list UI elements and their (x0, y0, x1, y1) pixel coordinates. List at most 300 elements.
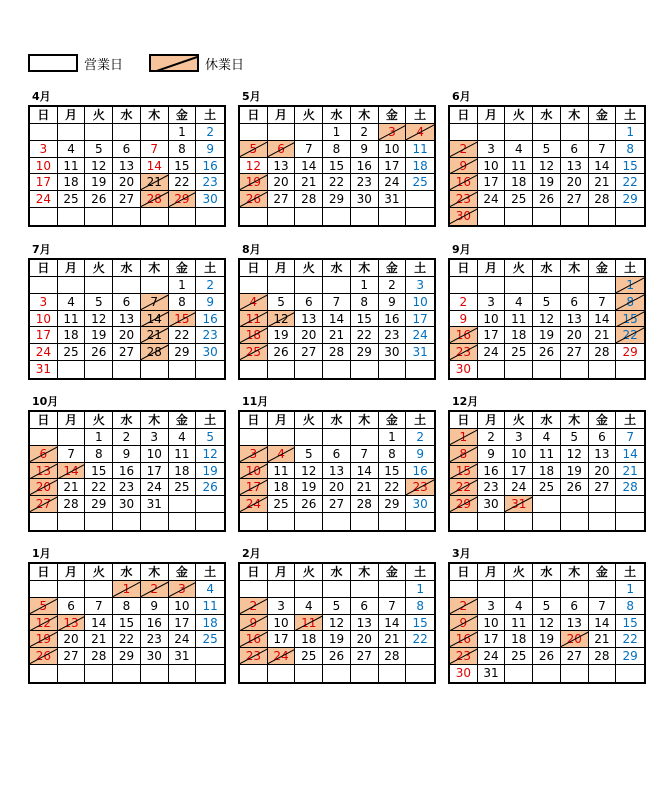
day-cell: 28 (141, 191, 169, 208)
day-cell: 20 (561, 631, 589, 648)
empty-cell (505, 208, 533, 225)
day-cell: 23 (406, 479, 434, 496)
day-cell: 1 (323, 124, 351, 141)
day-cell: 21 (295, 174, 323, 191)
empty-cell (561, 513, 589, 530)
weekday-header: 月 (478, 412, 506, 429)
weekday-header: 金 (379, 564, 407, 581)
day-cell: 5 (295, 446, 323, 463)
empty-cell (85, 665, 113, 682)
day-cell: 28 (295, 191, 323, 208)
day-cell: 1 (616, 124, 644, 141)
month-grid (238, 258, 436, 380)
day-cell: 30 (450, 208, 478, 225)
empty-cell (113, 124, 141, 141)
month-title: 2月 (242, 547, 261, 560)
empty-cell (58, 361, 86, 378)
day-cell: 2 (379, 277, 407, 294)
day-cell: 31 (141, 496, 169, 513)
day-cell: 29 (169, 191, 197, 208)
empty-cell (616, 665, 644, 682)
day-cell: 22 (379, 479, 407, 496)
day-cell: 5 (533, 294, 561, 311)
day-cell: 1 (169, 124, 197, 141)
empty-cell (505, 277, 533, 294)
empty-cell (113, 277, 141, 294)
weekday-header: 月 (268, 260, 296, 277)
day-cell: 4 (406, 124, 434, 141)
weekday-header: 土 (196, 412, 224, 429)
weekday-header: 木 (351, 564, 379, 581)
day-cell: 27 (561, 191, 589, 208)
empty-cell (58, 208, 86, 225)
day-cell: 16 (379, 311, 407, 328)
empty-cell (351, 429, 379, 446)
day-cell: 6 (589, 429, 617, 446)
month-grid (28, 410, 226, 532)
day-cell: 26 (533, 344, 561, 361)
day-cell: 27 (323, 496, 351, 513)
day-cell: 3 (505, 429, 533, 446)
weekday-header: 月 (478, 564, 506, 581)
empty-cell (295, 124, 323, 141)
day-cell: 27 (351, 648, 379, 665)
weekday-header: 木 (351, 412, 379, 429)
month-title: 10月 (32, 395, 59, 408)
day-cell: 28 (85, 648, 113, 665)
legend-workday-label: 営業日 (84, 57, 124, 73)
month-grid (448, 258, 646, 380)
empty-cell (406, 648, 434, 665)
empty-cell (295, 581, 323, 598)
day-cell: 2 (351, 124, 379, 141)
day-cell: 16 (478, 463, 506, 480)
day-cell: 28 (141, 344, 169, 361)
day-cell: 7 (616, 429, 644, 446)
weekday-header: 金 (589, 412, 617, 429)
empty-cell (58, 513, 86, 530)
weekday-header: 金 (169, 412, 197, 429)
empty-cell (379, 208, 407, 225)
month-grid (28, 105, 226, 227)
empty-cell (589, 208, 617, 225)
day-cell: 29 (379, 496, 407, 513)
day-cell: 11 (240, 311, 268, 328)
empty-cell (113, 665, 141, 682)
day-cell: 7 (85, 598, 113, 615)
day-cell: 22 (616, 327, 644, 344)
empty-cell (561, 361, 589, 378)
day-cell: 29 (323, 191, 351, 208)
day-cell: 31 (169, 648, 197, 665)
day-cell: 12 (268, 311, 296, 328)
day-cell: 1 (616, 277, 644, 294)
weekday-header: 木 (141, 564, 169, 581)
day-cell: 19 (196, 463, 224, 480)
weekday-header: 土 (196, 260, 224, 277)
day-cell: 1 (379, 429, 407, 446)
day-cell: 26 (85, 191, 113, 208)
weekday-header: 日 (30, 107, 58, 124)
day-cell: 15 (616, 615, 644, 632)
day-cell: 10 (505, 446, 533, 463)
day-cell: 16 (406, 463, 434, 480)
weekday-header: 水 (113, 260, 141, 277)
day-cell: 6 (295, 294, 323, 311)
day-cell: 22 (85, 479, 113, 496)
empty-cell (533, 581, 561, 598)
day-cell: 3 (240, 446, 268, 463)
empty-cell (295, 208, 323, 225)
weekday-header: 土 (196, 107, 224, 124)
empty-cell (30, 124, 58, 141)
weekday-header: 日 (450, 412, 478, 429)
weekday-header: 水 (323, 412, 351, 429)
weekday-header: 金 (589, 260, 617, 277)
day-cell: 24 (141, 479, 169, 496)
day-cell: 23 (379, 327, 407, 344)
weekday-header: 土 (196, 564, 224, 581)
day-cell: 29 (450, 496, 478, 513)
month-grid (28, 258, 226, 380)
day-cell: 14 (141, 311, 169, 328)
day-cell: 16 (196, 158, 224, 175)
day-cell: 30 (379, 344, 407, 361)
weekday-header: 土 (406, 260, 434, 277)
day-cell: 5 (268, 294, 296, 311)
day-cell: 14 (589, 311, 617, 328)
weekday-header: 水 (533, 260, 561, 277)
day-cell: 13 (58, 615, 86, 632)
day-cell: 26 (85, 344, 113, 361)
day-cell: 5 (85, 141, 113, 158)
day-cell: 16 (351, 158, 379, 175)
month-title: 12月 (452, 395, 479, 408)
empty-cell (533, 277, 561, 294)
weekday-header: 土 (616, 412, 644, 429)
day-cell: 19 (85, 174, 113, 191)
day-cell: 18 (505, 327, 533, 344)
weekday-header: 木 (561, 564, 589, 581)
day-cell: 15 (616, 311, 644, 328)
weekday-header: 火 (85, 107, 113, 124)
day-cell: 11 (533, 446, 561, 463)
weekday-header: 金 (169, 564, 197, 581)
day-cell: 5 (196, 429, 224, 446)
day-cell: 16 (196, 311, 224, 328)
day-cell: 24 (406, 327, 434, 344)
day-cell: 20 (30, 479, 58, 496)
day-cell: 11 (196, 598, 224, 615)
empty-cell (323, 665, 351, 682)
empty-cell (379, 361, 407, 378)
day-cell: 2 (450, 598, 478, 615)
day-cell: 14 (141, 158, 169, 175)
day-cell: 25 (58, 344, 86, 361)
empty-cell (268, 665, 296, 682)
day-cell: 14 (589, 615, 617, 632)
empty-cell (268, 429, 296, 446)
empty-cell (351, 513, 379, 530)
empty-cell (533, 496, 561, 513)
day-cell: 23 (450, 648, 478, 665)
day-cell: 27 (268, 191, 296, 208)
day-cell: 8 (406, 598, 434, 615)
weekday-header: 火 (505, 107, 533, 124)
day-cell: 27 (561, 344, 589, 361)
day-cell: 10 (30, 158, 58, 175)
day-cell: 18 (58, 327, 86, 344)
day-cell: 20 (113, 327, 141, 344)
legend (28, 52, 270, 74)
holiday-swatch (149, 54, 199, 72)
day-cell: 14 (351, 463, 379, 480)
day-cell: 9 (478, 446, 506, 463)
empty-cell (561, 665, 589, 682)
day-cell: 11 (268, 463, 296, 480)
day-cell: 23 (351, 174, 379, 191)
day-cell: 30 (351, 191, 379, 208)
day-cell: 12 (196, 446, 224, 463)
day-cell: 24 (268, 648, 296, 665)
day-cell: 30 (113, 496, 141, 513)
empty-cell (169, 513, 197, 530)
empty-cell (169, 208, 197, 225)
empty-cell (505, 361, 533, 378)
day-cell: 14 (58, 463, 86, 480)
day-cell: 23 (141, 631, 169, 648)
day-cell: 12 (240, 158, 268, 175)
day-cell: 28 (351, 496, 379, 513)
legend-holiday-label: 休業日 (205, 57, 245, 73)
day-cell: 24 (505, 479, 533, 496)
empty-cell (450, 277, 478, 294)
day-cell: 15 (351, 311, 379, 328)
day-cell: 30 (141, 648, 169, 665)
day-cell: 28 (323, 344, 351, 361)
weekday-header: 火 (295, 412, 323, 429)
day-cell: 30 (406, 496, 434, 513)
day-cell: 8 (616, 598, 644, 615)
day-cell: 17 (240, 479, 268, 496)
empty-cell (323, 361, 351, 378)
day-cell: 13 (589, 446, 617, 463)
weekday-header: 土 (616, 260, 644, 277)
empty-cell (561, 496, 589, 513)
empty-cell (30, 429, 58, 446)
weekday-header: 日 (450, 564, 478, 581)
empty-cell (379, 581, 407, 598)
day-cell: 26 (533, 191, 561, 208)
day-cell: 5 (30, 598, 58, 615)
weekday-header: 水 (113, 107, 141, 124)
day-cell: 4 (268, 446, 296, 463)
empty-cell (30, 581, 58, 598)
day-cell: 7 (58, 446, 86, 463)
day-cell: 17 (30, 174, 58, 191)
day-cell: 23 (196, 174, 224, 191)
day-cell: 30 (450, 361, 478, 378)
empty-cell (589, 124, 617, 141)
empty-cell (295, 513, 323, 530)
weekday-header: 火 (85, 412, 113, 429)
day-cell: 20 (351, 631, 379, 648)
empty-cell (533, 124, 561, 141)
weekday-header: 木 (141, 260, 169, 277)
day-cell: 8 (450, 446, 478, 463)
weekday-header: 日 (30, 564, 58, 581)
day-cell: 7 (589, 294, 617, 311)
day-cell: 14 (323, 311, 351, 328)
empty-cell (406, 191, 434, 208)
day-cell: 29 (616, 648, 644, 665)
empty-cell (561, 124, 589, 141)
day-cell: 13 (351, 615, 379, 632)
weekday-header: 水 (323, 260, 351, 277)
day-cell: 29 (113, 648, 141, 665)
empty-cell (589, 361, 617, 378)
empty-cell (478, 124, 506, 141)
day-cell: 21 (141, 174, 169, 191)
day-cell: 25 (406, 174, 434, 191)
day-cell: 17 (379, 158, 407, 175)
day-cell: 3 (169, 581, 197, 598)
day-cell: 24 (240, 496, 268, 513)
day-cell: 10 (478, 311, 506, 328)
weekday-header: 水 (533, 564, 561, 581)
day-cell: 7 (295, 141, 323, 158)
empty-cell (141, 361, 169, 378)
day-cell: 21 (141, 327, 169, 344)
day-cell: 22 (323, 174, 351, 191)
empty-cell (533, 513, 561, 530)
day-cell: 17 (169, 615, 197, 632)
empty-cell (30, 665, 58, 682)
day-cell: 20 (268, 174, 296, 191)
day-cell: 19 (85, 327, 113, 344)
day-cell: 6 (30, 446, 58, 463)
weekday-header: 金 (589, 564, 617, 581)
day-cell: 1 (351, 277, 379, 294)
weekday-header: 木 (561, 107, 589, 124)
weekday-header: 金 (379, 107, 407, 124)
empty-cell (141, 513, 169, 530)
weekday-header: 火 (85, 260, 113, 277)
weekday-header: 月 (58, 107, 86, 124)
day-cell: 7 (141, 141, 169, 158)
day-cell: 28 (379, 648, 407, 665)
day-cell: 25 (240, 344, 268, 361)
day-cell: 24 (169, 631, 197, 648)
day-cell: 30 (450, 665, 478, 682)
day-cell: 4 (505, 598, 533, 615)
month-grid (238, 562, 436, 684)
empty-cell (58, 429, 86, 446)
weekday-header: 水 (533, 107, 561, 124)
weekday-header: 木 (141, 412, 169, 429)
day-cell: 1 (616, 581, 644, 598)
day-cell: 4 (295, 598, 323, 615)
legend-holiday (149, 54, 244, 73)
day-cell: 15 (169, 158, 197, 175)
day-cell: 6 (113, 294, 141, 311)
day-cell: 28 (616, 479, 644, 496)
day-cell: 1 (450, 429, 478, 446)
day-cell: 8 (85, 446, 113, 463)
day-cell: 8 (379, 446, 407, 463)
empty-cell (589, 581, 617, 598)
empty-cell (379, 513, 407, 530)
day-cell: 13 (561, 311, 589, 328)
month-grid (28, 562, 226, 684)
day-cell: 26 (240, 191, 268, 208)
day-cell: 28 (589, 191, 617, 208)
day-cell: 14 (379, 615, 407, 632)
day-cell: 15 (616, 158, 644, 175)
day-cell: 2 (196, 124, 224, 141)
day-cell: 15 (379, 463, 407, 480)
empty-cell (295, 277, 323, 294)
day-cell: 10 (478, 158, 506, 175)
weekday-header: 金 (169, 107, 197, 124)
empty-cell (113, 208, 141, 225)
day-cell: 26 (533, 648, 561, 665)
empty-cell (113, 361, 141, 378)
day-cell: 10 (379, 141, 407, 158)
day-cell: 9 (240, 615, 268, 632)
day-cell: 31 (505, 496, 533, 513)
weekday-header: 日 (240, 260, 268, 277)
empty-cell (323, 581, 351, 598)
day-cell: 14 (85, 615, 113, 632)
day-cell: 11 (169, 446, 197, 463)
day-cell: 18 (169, 463, 197, 480)
day-cell: 30 (478, 496, 506, 513)
day-cell: 19 (533, 327, 561, 344)
day-cell: 6 (113, 141, 141, 158)
empty-cell (268, 124, 296, 141)
day-cell: 4 (240, 294, 268, 311)
day-cell: 9 (406, 446, 434, 463)
day-cell: 29 (351, 344, 379, 361)
day-cell: 16 (450, 327, 478, 344)
empty-cell (30, 513, 58, 530)
day-cell: 5 (240, 141, 268, 158)
day-cell: 1 (169, 277, 197, 294)
day-cell: 18 (533, 463, 561, 480)
day-cell: 6 (561, 294, 589, 311)
empty-cell (85, 124, 113, 141)
empty-cell (196, 665, 224, 682)
day-cell: 21 (58, 479, 86, 496)
month-title: 1月 (32, 547, 51, 560)
empty-cell (616, 361, 644, 378)
empty-cell (85, 361, 113, 378)
day-cell: 14 (295, 158, 323, 175)
empty-cell (141, 277, 169, 294)
empty-cell (196, 496, 224, 513)
empty-cell (478, 581, 506, 598)
weekday-header: 木 (561, 260, 589, 277)
day-cell: 2 (196, 277, 224, 294)
weekday-header: 日 (30, 412, 58, 429)
day-cell: 13 (323, 463, 351, 480)
day-cell: 10 (406, 294, 434, 311)
empty-cell (533, 665, 561, 682)
day-cell: 23 (113, 479, 141, 496)
day-cell: 31 (478, 665, 506, 682)
day-cell: 22 (169, 174, 197, 191)
